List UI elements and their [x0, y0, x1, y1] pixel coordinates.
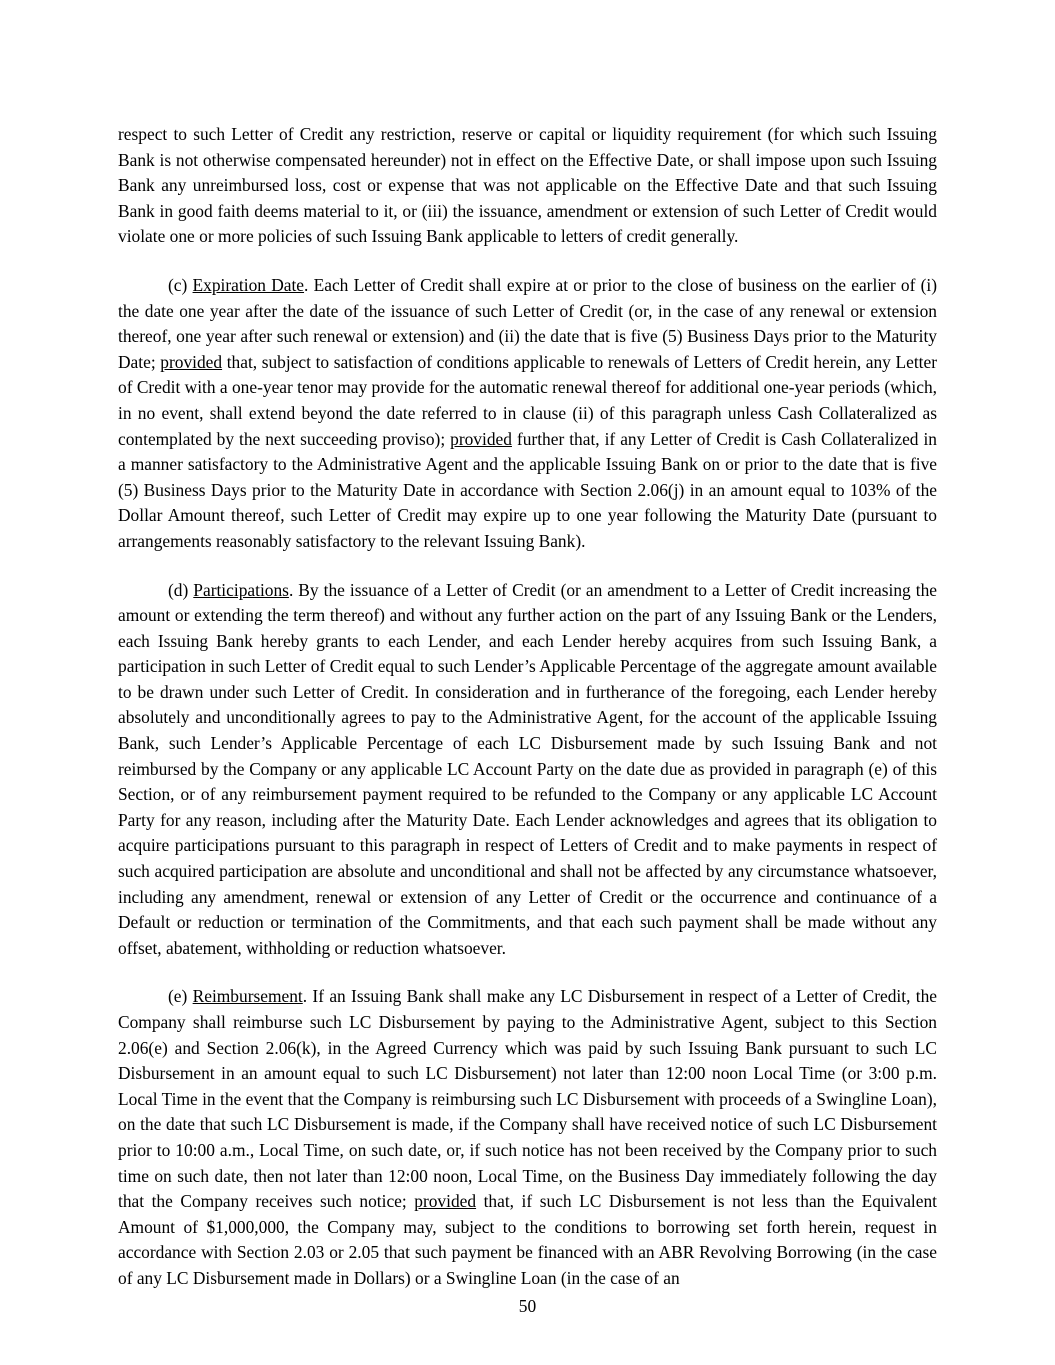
text-run: (c) [168, 274, 193, 295]
text-run: respect to such Letter of Credit any restriction, reserve or capital or liquidity requirement (for which such Issuing Bank is not otherwise compensated hereunder) not in effect on the Effective Date, or shall impose upon such Issuing Bank any unreimbursed loss, cost or expense that was not applicable on the Effective Date and that such Issuing Bank in good faith deems material to it, or (iii) the issuance, amendment or extension of such Letter of Credit would violate one or more policies of such Issuing Bank applicable to letters of credit generally. [118, 124, 937, 247]
text-run: (d) [168, 579, 194, 600]
p-d-participations [118, 578, 937, 962]
underlined-term: Participations [193, 579, 289, 600]
text-run: that, subject to satisfaction of conditions applicable to renewals of Letters of Credit herein, any Letter of Credit with a one-year tenor may provide for the automatic renewal thereof for additional one-year periods (which, in no event, shall extend beyond the date referred to in clause (ii) of this paragraph unless Cash Collateralized as contemplated by the next succeeding proviso); [118, 351, 937, 449]
text-run: . If an Issuing Bank shall make any LC Disbursement in respect of a Letter of Credit, the Company shall reimburse such LC Disbursement by paying to the Administrative Agent, subject to this Section 2.06(e) and Section 2.06(k), in the Agreed Currency which was paid by such Issuing Bank pursuant to such LC Disbursement in an amount equal to such LC Disbursement) not later than 12:00 noon Local Time (or 3:00 p.m. Local Time in the event that the Company is reimbursing such LC Disbursement with proceeds of a Swingline Loan), on the date that such LC Disbursement is made, if the Company shall have received notice of such LC Disbursement prior to 10:00 a.m., Local Time, on such date, or, if such notice has not been received by the Company prior to such time on such date, then not later than 12:00 noon, Local Time, on the Business Day immediately following the day that the Company receives such notice; [118, 986, 937, 1212]
p-continuation [118, 122, 937, 250]
page-body [118, 122, 937, 1292]
underlined-term: provided [414, 1191, 477, 1212]
underlined-term: provided [160, 351, 223, 372]
underlined-term: Expiration Date [192, 274, 305, 295]
text-run: further that, if any Letter of Credit is Cash Collateralized in a manner satisfactory to the Administrative Agent and the applicable Issuing Bank on or prior to the date that is five (5) Business Days prior to the Maturity Date in accordance with Section 2.06(j) in an amount equal to 103% of the Dollar Amount thereof, such Letter of Credit may expire up to one year following the Maturity Date (pursuant to arrangements reasonably satisfactory to the relevant Issuing Bank). [118, 428, 937, 551]
underlined-term: Reimbursement [192, 986, 303, 1007]
page-number: 50 [518, 1296, 537, 1316]
p-c-expiration-date [118, 273, 937, 555]
text-run: (e) [168, 986, 193, 1007]
text-run: . Each Letter of Credit shall expire at or prior to the close of business on the earlier of (i) the date one year after the date of the issuance of such Letter of Credit (or, in the case of any renewal or extension thereof, one year after such renewal or extension) and (ii) the date that is five (5) Business Days prior to the Maturity Date; [118, 274, 938, 372]
text-run: that, if such LC Disbursement is not less than the Equivalent Amount of $1,000,000, the Company may, subject to the conditions to borrowing set forth herein, request in accordance with Section 2.03 or 2.05 that such payment be financed with an ABR Revolving Borrowing (in the case of any LC Disbursement made in Dollars) or a Swingline Loan (in the case of an [118, 1191, 937, 1288]
p-e-reimbursement [118, 984, 937, 1291]
text-run: . By the issuance of a Letter of Credit (or an amendment to a Letter of Credit increasing the amount or extending the term thereof) and without any further action on the part of any Issuing Bank or the Lenders, each Issuing Bank hereby grants to each Lender, and each Lender hereby acquires from such Issuing Bank, a participation in such Letter of Credit equal to such Lender’s Applicable Percentage of the aggregate amount available to be drawn under such Letter of Credit. In consideration and in furtherance of the foregoing, each Lender hereby absolutely and unconditionally agrees to pay to the Administrative Agent, for the account of the applicable Issuing Bank, such Lender’s Applicable Percentage of each LC Disbursement made by such Issuing Bank and not reimbursed by the Company or any applicable LC Account Party on the date due as provided in paragraph (e) of this Section, or of any reimbursement payment required to be refunded to the Company or any applicable LC Account Party for any reason, including after the Maturity Date. Each Lender acknowledges and agrees that its obligation to acquire participations pursuant to this paragraph in respect of Letters of Credit and to make payments in respect of such acquired participation are absolute and unconditional and shall not be affected by any circumstance whatsoever, including any amendment, renewal or extension of any Letter of Credit or the occurrence and continuance of a Default or reduction or termination of the Commitments, and that each such payment shall be made without any offset, abatement, withholding or reduction whatsoever. [118, 579, 937, 958]
underlined-term: provided [450, 428, 512, 449]
